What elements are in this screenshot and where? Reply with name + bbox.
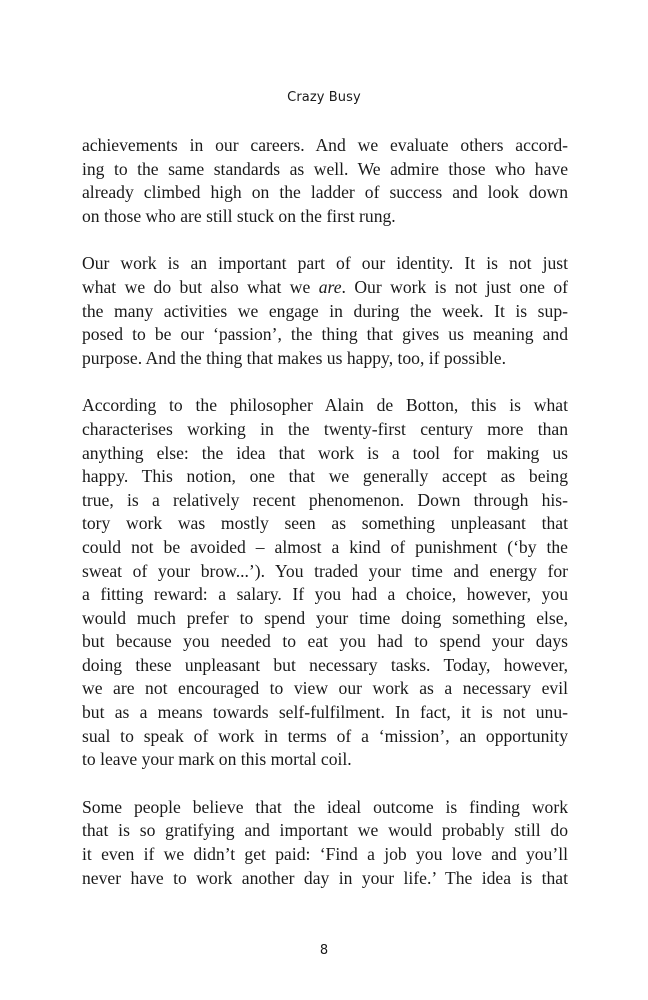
text-line: purpose. And the thing that makes us happy, too, if possible. — [82, 347, 506, 368]
text-line: would much prefer to spend your time doing something else, — [82, 607, 568, 628]
text-line: achievements in our careers. And we evaluate others accord- — [82, 135, 568, 155]
text-line: sweat of your brow...’). You traded your time and energy for — [82, 560, 568, 581]
text-line: to leave your mark on this mortal coil. — [82, 749, 352, 770]
paragraph-1 — [82, 134, 568, 228]
text-line: sual to speak of work in terms of a ‘mission’, an opportunity — [82, 725, 568, 746]
text-line: posed to be our ‘passion’, the thing that gives us meaning and — [82, 324, 568, 345]
text-line: tory work was mostly seen as something unpleasant that — [82, 513, 568, 534]
text-run: . Our work is not just one of — [341, 276, 569, 297]
page-number: 8 — [319, 943, 329, 958]
text-line: we are not encouraged to view our work as a necessary evil — [82, 678, 568, 699]
text-line: that is so gratifying and important we would probably still do — [82, 820, 568, 841]
emphasis-are: are — [318, 276, 342, 297]
text-line: doing these unpleasant but necessary tasks. Today, however, — [82, 654, 568, 675]
running-head: Crazy Busy — [287, 90, 361, 105]
text-line: it even if we didn’t get paid: ‘Find a job you love and you’ll — [82, 844, 568, 865]
text-line: already climbed high on the ladder of success and look down — [82, 182, 568, 203]
text-line: Our work is an important part of our identity. It is not just — [82, 253, 568, 274]
text-line: a fitting reward: a salary. If you had a choice, however, you — [82, 584, 568, 605]
text-line — [82, 276, 568, 300]
text-line: the many activities we engage in during the week. It is sup- — [82, 300, 568, 321]
text-line: could not be avoided – almost a kind of punishment (‘by the — [82, 536, 568, 557]
text-line: but because you needed to eat you had to spend your days — [82, 631, 568, 652]
text-line: anything else: the idea that work is a tool for making us — [82, 442, 568, 463]
paragraph-2 — [82, 252, 568, 370]
text-line: true, is a relatively recent phenomenon. Down through his- — [82, 489, 568, 510]
text-line: but as a means towards self-fulfilment. In fact, it is not unu- — [82, 702, 568, 723]
text-line: characterises working in the twenty-first century more than — [82, 418, 568, 439]
paragraph-4 — [82, 796, 568, 890]
text-run: what we do but also what we — [82, 276, 319, 297]
text-line: never have to work another day in your life.’ The idea is that — [82, 867, 568, 888]
text-line: happy. This notion, one that we generally accept as being — [82, 466, 568, 487]
text-line: on those who are still stuck on the first rung. — [82, 205, 396, 226]
text-line: Some people believe that the ideal outcome is finding work — [82, 796, 568, 817]
text-line: According to the philosopher Alain de Botton, this is what — [82, 395, 568, 416]
body-text — [82, 134, 568, 914]
text-line: ing to the same standards as well. We admire those who have — [82, 158, 568, 179]
paragraph-3 — [82, 394, 568, 772]
